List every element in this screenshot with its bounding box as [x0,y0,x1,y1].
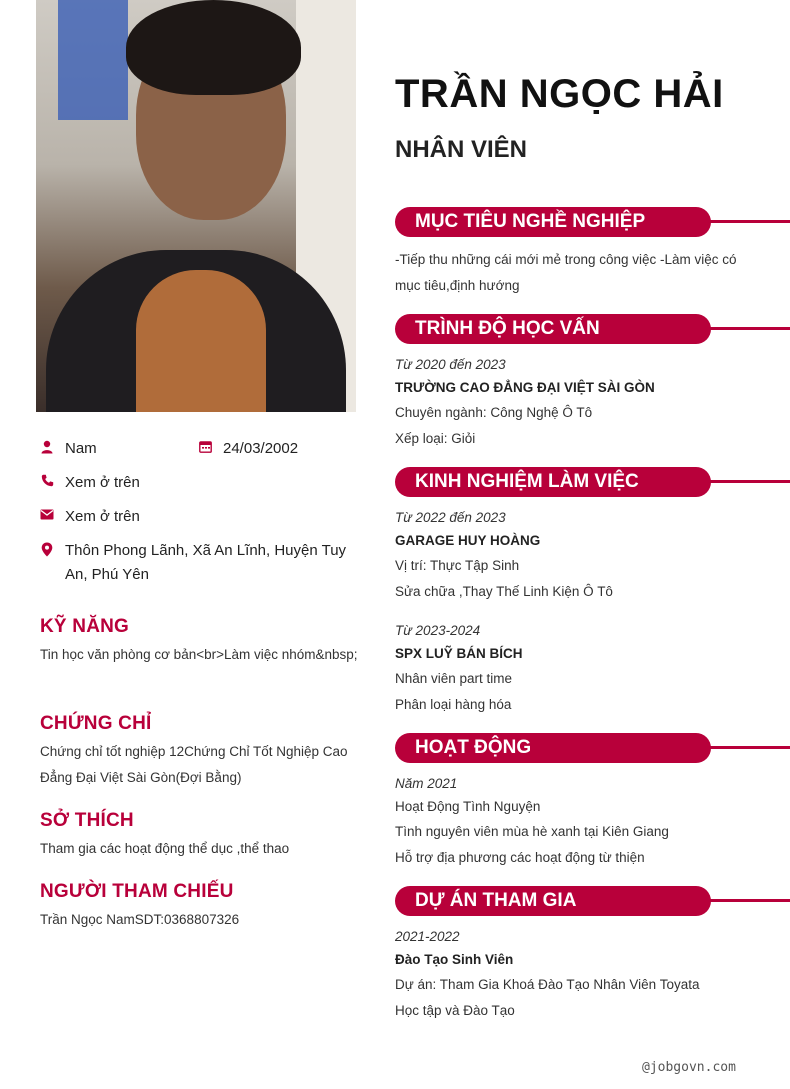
experience-period: Từ 2023-2024 [395,623,481,638]
projects-line: Dự án: Tham Gia Khoá Đào Tạo Nhân Viên Toyata [395,977,700,992]
references-text: Trần Ngọc NamSDT:0368807326 [40,912,240,927]
activities-heading: HOẠT ĐỘNG [415,737,532,758]
profile-photo [36,0,356,412]
skills-heading: KỸ NĂNG [40,616,130,637]
projects-rule [700,899,790,902]
gender-value: Nam [65,440,97,457]
address-value: Thôn Phong Lãnh, Xã An Lĩnh, Huyện Tuy An, Phú Yên [65,542,347,583]
photo-shirt [136,270,266,412]
experience-company: SPX LUỸ BÁN BÍCH [395,646,523,661]
experience-line: Sửa chữa ,Thay Thế Linh Kiện Ô Tô [395,584,613,599]
activities-line: Tình nguyên viên mùa hè xanh tại Kiên Giang [395,824,669,839]
experience-company: GARAGE HUY HOÀNG [395,533,541,548]
objective-rule [700,220,790,223]
footer-watermark: @jobgovn.com [642,1060,736,1075]
candidate-name: TRẦN NGỌC HẢI [395,72,724,116]
projects-period: 2021-2022 [395,929,460,944]
experience-rule [700,480,790,483]
experience-line: Nhân viên part time [395,671,513,686]
photo-hair [126,0,301,95]
skills-text: Tin học văn phòng cơ bản<br>Làm việc nhóm&nbsp; [40,647,358,662]
certificates-text: Chứng chỉ tốt nghiệp 12Chứng Chỉ Tốt Nghiệp Cao Đẳng Đại Việt Sài Gòn(Đợi Bằng) [40,744,348,785]
hobbies-heading: SỞ THÍCH [40,810,134,831]
experience-line: Phân loại hàng hóa [395,697,512,712]
activities-period: Năm 2021 [395,776,458,791]
education-major: Chuyên ngành: Công Nghệ Ô Tô [395,405,593,420]
objective-heading: MỤC TIÊU NGHỀ NGHIỆP [415,211,646,232]
experience-heading: KINH NGHIỆM LÀM VIỆC [415,471,639,492]
experience-period: Từ 2022 đến 2023 [395,510,506,525]
education-period: Từ 2020 đến 2023 [395,357,506,372]
education-school: TRƯỜNG CAO ĐẲNG ĐẠI VIỆT SÀI GÒN [395,380,655,395]
hobbies-text: Tham gia các hoạt động thể dục ,thể thao [40,841,290,856]
education-rule [700,327,790,330]
education-grade: Xếp loại: Giỏi [395,431,476,446]
person-icon [40,440,54,454]
activities-rule [700,746,790,749]
mail-icon [40,509,54,523]
candidate-title: NHÂN VIÊN [395,136,528,163]
objective-text: -Tiếp thu những cái mới mẻ trong công việc -Làm việc có mục tiêu,định hướng [395,252,737,293]
location-pin-icon [40,542,54,556]
references-heading: NGƯỜI THAM CHIẾU [40,881,234,902]
projects-name: Đào Tạo Sinh Viên [395,952,514,967]
activities-line: Hỗ trợ địa phương các hoạt động từ thiện [395,850,645,865]
certificates-heading: CHỨNG CHỈ [40,713,152,734]
calendar-icon [198,440,212,454]
phone-icon [40,474,54,488]
activities-line: Hoạt Động Tình Nguyện [395,799,541,814]
projects-line: Học tập và Đào Tạo [395,1003,515,1018]
education-heading: TRÌNH ĐỘ HỌC VẤN [415,318,600,339]
birthdate-value: 24/03/2002 [223,440,299,457]
photo-background-poster [58,0,128,120]
projects-heading: DỰ ÁN THAM GIA [415,890,577,911]
email-value: Xem ở trên [65,508,140,525]
phone-value: Xem ở trên [65,474,140,491]
experience-line: Vị trí: Thực Tập Sinh [395,558,520,573]
